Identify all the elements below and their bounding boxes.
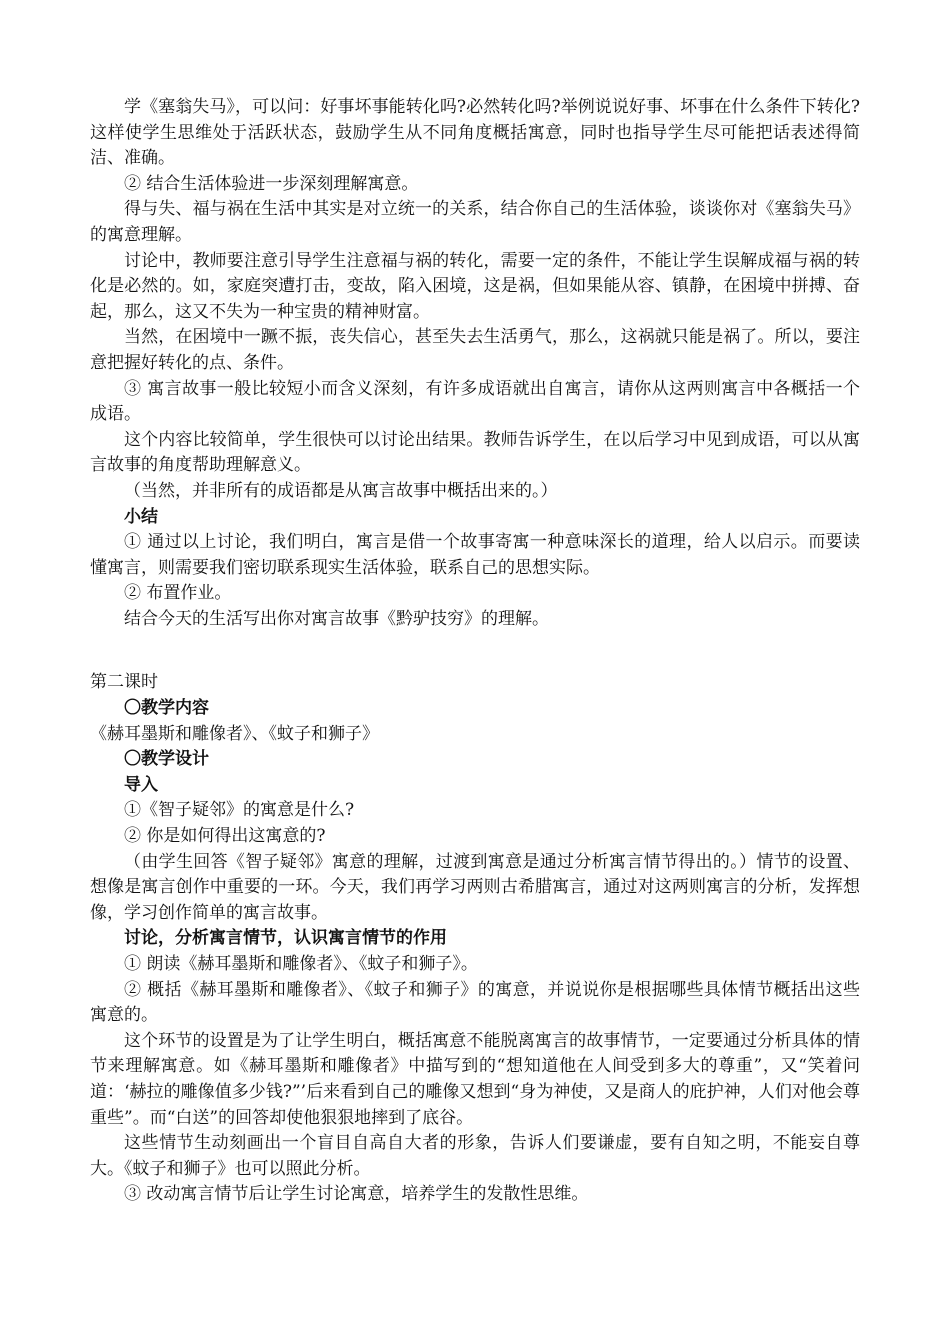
paragraph: 这个环节的设置是为了让学生明白，概括寓意不能脱离寓言的故事情节，一定要通过分析具体的情节来理解寓意。如《赫耳墨斯和雕像者》中描写到的“想知道他在人间受到多大的尊重”，又“笑着问道：‘赫拉的雕像值多少钱?”’后来看到自己的雕像又想到“身为神使，又是商人的庇护神，人们对他会尊重些”。而“白送”的回答却使他狠狠地摔到了底谷。 (90, 1030, 860, 1128)
section-heading: 〇教学设计 (124, 749, 209, 770)
paragraph: ② 概括《赫耳墨斯和雕像者》、《蚊子和狮子》的寓意，并说说你是根据哪些具体情节概括出这些寓意的。 (90, 979, 860, 1026)
spacer (90, 632, 860, 670)
section-heading: 讨论，分析寓言情节，认识寓言情节的作用 (124, 928, 447, 949)
paragraph: 这个内容比较简单，学生很快可以讨论出结果。教师告诉学生，在以后学习中见到成语，可以从寓言故事的角度帮助理解意义。 (90, 429, 860, 476)
paragraph: ② 布置作业。 (124, 583, 232, 604)
paragraph: 结合今天的生活写出你对寓言故事《黔驴技穷》的理解。 (124, 608, 549, 629)
paragraph: 当然，在困境中一蹶不振，丧失信心，甚至失去生活勇气，那么，这祸就只能是祸了。所以，要注意把握好转化的点、条件。 (90, 327, 860, 373)
paragraph: 讨论中，教师要注意引导学生注意福与祸的转化，需要一定的条件，不能让学生误解成福与祸的转化是必然的。如，家庭突遭打击，变故，陷入困境，这是祸，但如果能从容、镇静，在困境中拼搏、奋起，那么，这又不失为一种宝贵的精神财富。 (90, 250, 860, 322)
paragraph: （当然，并非所有的成语都是从寓言故事中概括出来的。） (124, 480, 558, 501)
section-heading: 小结 (124, 506, 158, 527)
paragraph: ② 结合生活体验进一步深刻理解寓意。 (124, 173, 419, 194)
paragraph: 这些情节生动刻画出一个盲目自高自大者的形象，告诉人们要谦虚，要有自知之明，不能妄自尊大。《蚊子和狮子》也可以照此分析。 (90, 1133, 860, 1179)
document-body (90, 95, 860, 1208)
paragraph: 《赫耳墨斯和雕像者》、《蚊子和狮子》 (90, 723, 379, 744)
paragraph: ① 通过以上讨论，我们明白，寓言是借一个故事寄寓一种意味深长的道理，给人以启示。而要读懂寓言，则需要我们密切联系现实生活体验，联系自己的思想实际。 (90, 532, 860, 578)
paragraph: 得与失、福与祸在生活中其实是对立统一的关系，结合你自己的生活体验，谈谈你对《塞翁失马》的寓意理解。 (90, 199, 860, 245)
paragraph: （由学生回答《智子疑邻》寓意的理解，过渡到寓意是通过分析寓言情节得出的。）情节的设置、想像是寓言创作中重要的一环。今天，我们再学习两则古希腊寓言，通过对这两则寓言的分析，发挥想像，学习创作简单的寓言故事。 (90, 851, 860, 923)
paragraph: ① 朗读《赫耳墨斯和雕像者》、《蚊子和狮子》。 (124, 954, 478, 974)
paragraph: ② 你是如何得出这寓意的? (124, 826, 326, 847)
lesson-title: 第二课时 (90, 672, 158, 693)
paragraph: ③ 寓言故事一般比较短小而含义深刻，有许多成语就出自寓言，请你从这两则寓言中各概括一个成语。 (90, 378, 860, 425)
paragraph: 学《塞翁失马》，可以问：好事坏事能转化吗?必然转化吗?举例说说好事、坏事在什么条件下转化?这样使学生思维处于活跃状态，鼓励学生从不同角度概括寓意，同时也指导学生尽可能把话表述得简洁、准确。 (90, 97, 860, 169)
section-heading: 〇教学内容 (124, 698, 209, 719)
section-heading: 导入 (124, 774, 158, 795)
paragraph: ①《智子疑邻》的寓意是什么? (124, 800, 355, 821)
paragraph: ③ 改动寓言情节后让学生讨论寓意，培养学生的发散性思维。 (124, 1184, 589, 1205)
